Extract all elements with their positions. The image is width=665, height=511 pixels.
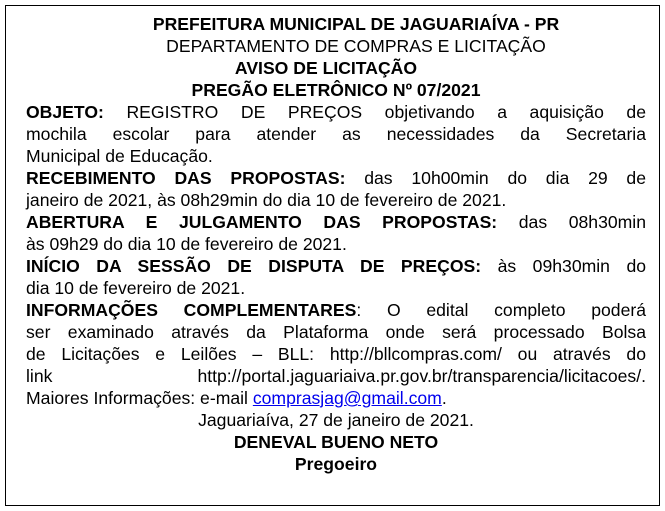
email-intro: Maiores Informações: e-mail (26, 388, 253, 408)
abertura-label: ABERTURA E JULGAMENTO DAS PROPOSTAS: (26, 212, 498, 232)
abertura-text-1: das 08h30min (518, 212, 646, 232)
recebimento-text-1: das 10h00min do dia 29 de (364, 168, 646, 188)
notice-title: AVISO DE LICITAÇÃO (234, 58, 418, 78)
abertura-line-1 (26, 212, 646, 232)
objeto-line-3: Municipal de Educação. (26, 146, 213, 166)
inicio-line-2: dia 10 de fevereiro de 2021. (26, 278, 246, 298)
place-date: Jaguariaíva, 27 de janeiro de 2021. (198, 410, 474, 430)
municipality-heading: PREFEITURA MUNICIPAL DE JAGUARIAÍVA - PR (152, 14, 560, 34)
inicio-line-1 (26, 256, 646, 276)
recebimento-line-1 (26, 168, 646, 188)
objeto-text-1: REGISTRO DE PREÇOS objetivando a aquisição de (126, 102, 646, 122)
objeto-line-2: mochila escolar para atender as necessidades da Secretaria (26, 124, 646, 144)
inicio-text-1: às 09h30min do (497, 256, 647, 276)
process-title: PREGÃO ELETRÔNICO Nº 07/2021 (191, 80, 481, 100)
informacoes-line-3: de Licitações e Leilões – BLL: http://bllcompras.com/ ou através do (26, 344, 646, 364)
signatory-role: Pregoeiro (294, 454, 378, 474)
informacoes-line-2: ser examinado através da Plataforma onde será processado Bolsa (26, 322, 646, 342)
recebimento-line-2: janeiro de 2021, às 08h29min do dia 10 de fevereiro de 2021. (26, 190, 507, 210)
informacoes-line-4 (26, 366, 646, 386)
recebimento-label: RECEBIMENTO DAS PROPOSTAS: (26, 168, 346, 188)
signatory-name: DENEVAL BUENO NETO (233, 432, 439, 452)
inicio-label: INÍCIO DA SESSÃO DE DISPUTA DE PREÇOS: (26, 256, 482, 276)
abertura-line-2: às 09h29 do dia 10 de fevereiro de 2021. (26, 234, 347, 254)
department-heading: DEPARTAMENTO DE COMPRAS E LICITAÇÃO (166, 36, 546, 56)
informacoes-label: INFORMAÇÕES COMPLEMENTARES (26, 300, 357, 320)
informacoes-text-1: : O edital completo poderá (356, 300, 647, 320)
informacoes-line-1 (26, 300, 646, 320)
informacoes-line-5 (26, 388, 646, 408)
email-period: . (441, 388, 447, 408)
objeto-label: OBJETO: (26, 102, 104, 122)
link-word: link (26, 366, 53, 386)
portal-url[interactable]: http://portal.jaguariaiva.pr.gov.br/transparencia/licitacoes/. (197, 366, 646, 386)
notice-frame (5, 5, 660, 506)
objeto-line-1 (26, 102, 646, 122)
email-link[interactable]: comprasjag@gmail.com (252, 388, 442, 408)
